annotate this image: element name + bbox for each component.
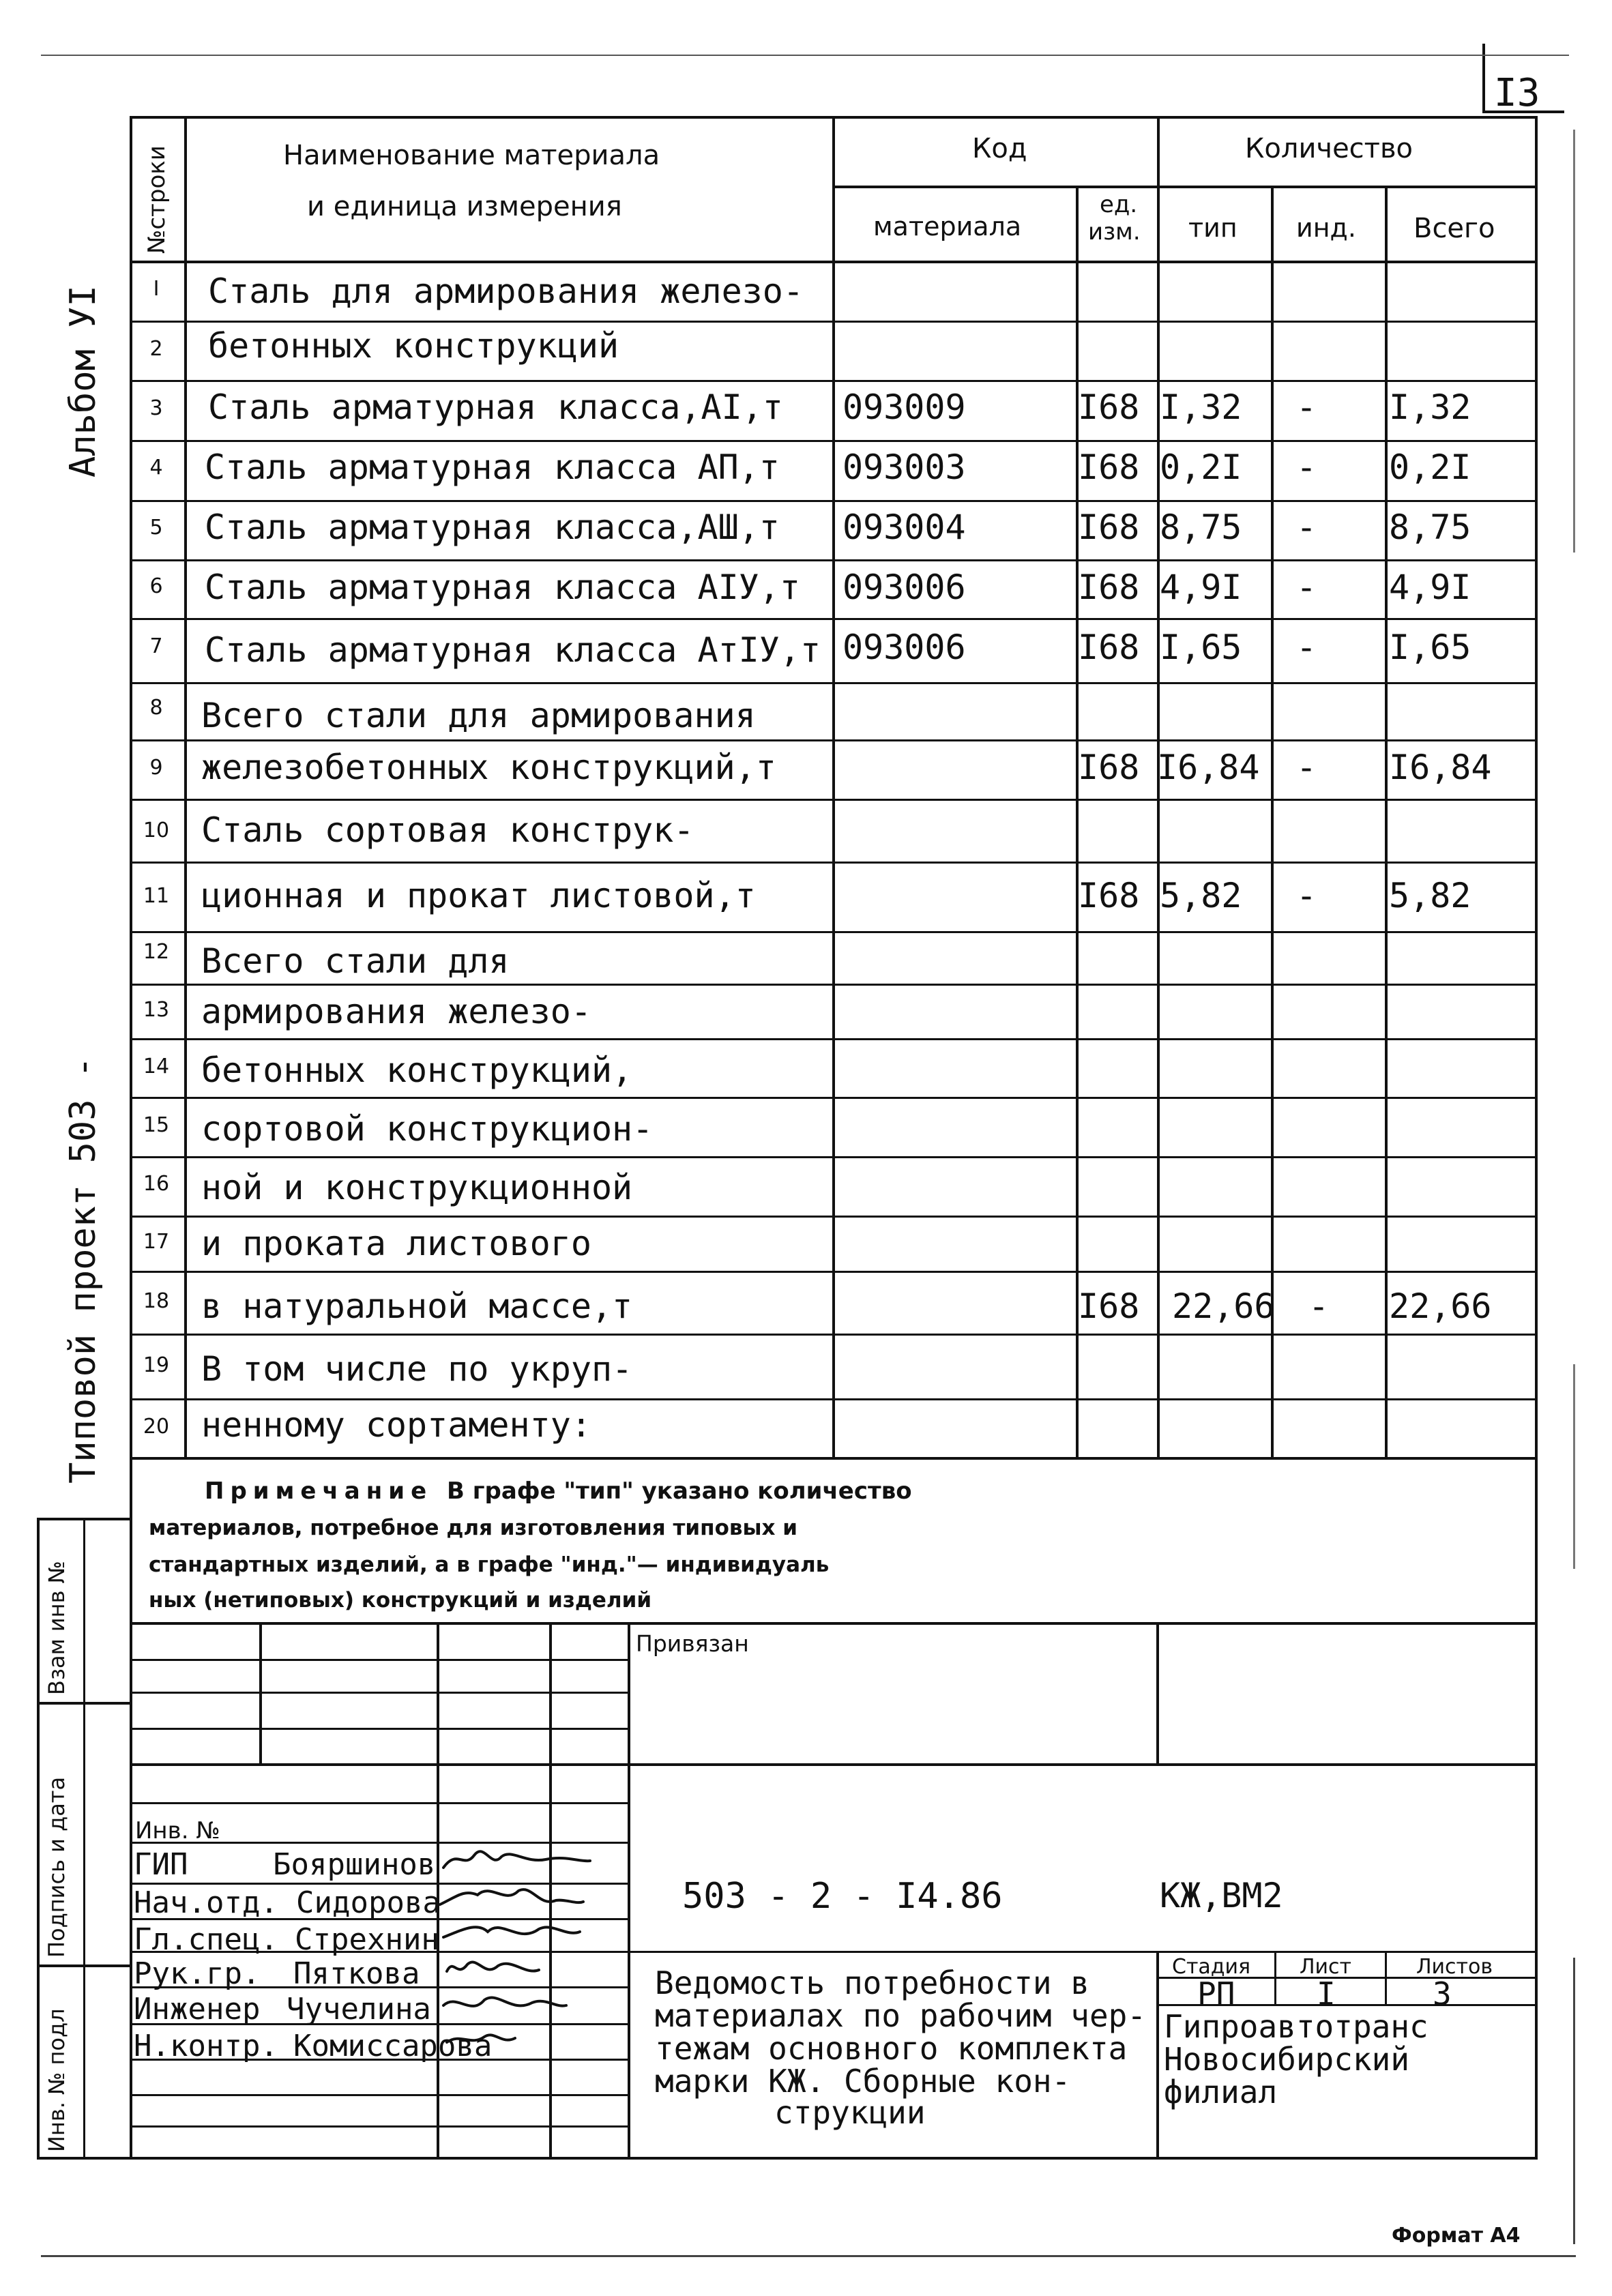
role-gip: ГИП [134, 1847, 188, 1882]
row-number: 18 [143, 1289, 170, 1313]
row-number: 20 [143, 1415, 170, 1439]
material-name: бетонных конструкций [208, 326, 619, 366]
quantity-header: Количество [1245, 133, 1413, 164]
org-line-3: филиал [1164, 2074, 1278, 2110]
material-name: Сталь сортовая конструк- [201, 810, 694, 850]
document-mark: КЖ,ВМ2 [1160, 1876, 1283, 1915]
qty-ind: - [1296, 387, 1317, 427]
name-header-line1: Наименование материала [283, 140, 660, 171]
material-name: Сталь для армирования железо- [208, 271, 804, 311]
code-header: Код [972, 133, 1027, 164]
unit-code: I68 [1078, 628, 1140, 667]
row-number: 19 [143, 1353, 170, 1377]
sheets-value: 3 [1433, 1975, 1452, 2012]
name-n-kontr: Комиссарова [293, 2029, 493, 2063]
typ-header: тип [1188, 213, 1237, 243]
material-name: Сталь арматурная класса,АШ,т [205, 507, 780, 547]
qty-typ: 4,9I [1160, 568, 1242, 607]
material-name: Сталь арматурная класса,АI,т [208, 387, 783, 427]
note-line-3: стандартных изделий, а в графе "инд."— индивидуаль [149, 1552, 830, 1577]
qty-typ: 8,75 [1160, 507, 1242, 547]
material-code-header: материала [873, 211, 1022, 241]
unit-code: I68 [1078, 387, 1140, 427]
qty-typ: I6,84 [1157, 748, 1260, 787]
material-name: Всего стали для армирования [201, 696, 756, 735]
total-header: Всего [1413, 213, 1495, 244]
qty-typ: 0,2I [1160, 447, 1242, 487]
name-inzhener: Чучелина [287, 1992, 431, 2027]
material-name: в натуральной массе,т [201, 1286, 633, 1326]
role-inzhener: Инженер [134, 1992, 261, 2027]
qty-ind: - [1296, 507, 1317, 547]
material-name: ционная и прокат листовой,т [201, 876, 756, 915]
format-label: Формат А4 [1392, 2224, 1521, 2248]
qty-ind: - [1296, 628, 1317, 667]
row-number: I [153, 277, 160, 301]
qty-ind: - [1296, 748, 1317, 787]
row-number: 3 [149, 396, 163, 420]
doc-title-line-3: тежам основного комплекта [655, 2030, 1128, 2067]
row-number: 8 [149, 696, 163, 720]
sheet-number: I3 [1494, 71, 1540, 115]
role-gl-spec: Гл.спец. [134, 1922, 278, 1957]
role-n-kontr: Н.контр. [134, 2029, 278, 2063]
unit-code: I68 [1078, 876, 1140, 915]
org-line-1: Гипроавтотранс [1164, 2008, 1428, 2045]
inv-podl-label: Инв. № подл [44, 2008, 70, 2152]
qty-total: 0,2I [1389, 447, 1471, 487]
material-name: сортовой конструкцион- [201, 1109, 654, 1149]
qty-typ: I,32 [1160, 387, 1242, 427]
qty-ind: - [1308, 1286, 1330, 1326]
row-number: 7 [149, 634, 163, 658]
stage-label: Стадия [1172, 1955, 1251, 1979]
doc-title-line-4: марки КЖ. Сборные кон- [655, 2063, 1071, 2100]
vzam-inv-label: Взам инв № [44, 1561, 70, 1695]
material-name: ненному сортаменту: [201, 1405, 591, 1445]
row-number: 10 [143, 819, 170, 842]
sheet-label: Лист [1300, 1955, 1352, 1979]
podpis-data-label: Подпись и дата [44, 1776, 70, 1958]
material-name: железобетонных конструкций,т [201, 748, 776, 787]
role-nach-otd: Нач.отд. [134, 1885, 278, 1920]
material-name: Сталь арматурная класса АП,т [205, 447, 780, 487]
sheets-label: Листов [1416, 1955, 1493, 1979]
row-number: 16 [143, 1172, 170, 1196]
material-name: бетонных конструкций, [201, 1050, 633, 1090]
note-heading: Примечание [205, 1477, 433, 1505]
row-number: 12 [143, 940, 170, 964]
material-name: Сталь арматурная класса АIУ,т [205, 568, 800, 607]
unit-code: I68 [1078, 748, 1140, 787]
qty-total: 5,82 [1389, 876, 1471, 915]
qty-total: 8,75 [1389, 507, 1471, 547]
row-number-header: №строки [143, 145, 171, 254]
unit-code: I68 [1078, 568, 1140, 607]
material-name: армирования железо- [201, 992, 591, 1031]
note-line-2: материалов, потребное для изготовления типовых и [149, 1516, 798, 1540]
unit-header-line1: ед. [1100, 191, 1138, 218]
qty-ind: - [1296, 876, 1317, 915]
unit-code: I68 [1078, 507, 1140, 547]
org-line-2: Новосибирский [1164, 2041, 1410, 2078]
row-number: 13 [143, 998, 170, 1022]
doc-title-line-5: струкции [774, 2094, 926, 2131]
material-code: 093004 [842, 507, 966, 547]
name-nach-otd: Сидорова [296, 1885, 441, 1920]
material-code: 093009 [842, 387, 966, 427]
row-number: 5 [149, 516, 163, 540]
material-name: Сталь арматурная класса АтIУ,т [205, 630, 821, 670]
unit-code: I68 [1078, 1286, 1140, 1326]
row-number: 9 [149, 756, 163, 780]
sheet-value: I [1317, 1975, 1336, 2012]
row-number: 11 [143, 884, 170, 908]
project-label: Типовой проект 503 - [63, 1056, 104, 1484]
row-number: 17 [143, 1230, 170, 1254]
stage-value: РП [1197, 1975, 1235, 2012]
name-gip: Бояршинов [273, 1847, 436, 1882]
row-number: 6 [149, 574, 163, 598]
qty-total: I,32 [1389, 387, 1471, 427]
unit-code: I68 [1078, 447, 1140, 487]
qty-total: I6,84 [1389, 748, 1492, 787]
album-label: Альбом УI [63, 285, 104, 477]
role-ruk-gr: Рук.гр. [134, 1956, 261, 1991]
name-ruk-gr: Пяткова [293, 1956, 420, 1991]
material-code: 093003 [842, 447, 966, 487]
qty-ind: - [1296, 568, 1317, 607]
qty-total: 4,9I [1389, 568, 1471, 607]
qty-total: 22,66 [1389, 1286, 1492, 1326]
qty-typ: 22,66 [1172, 1286, 1275, 1326]
ind-header: инд. [1296, 213, 1356, 243]
note-line-4: ных (нетиповых) конструкций и изделий [149, 1588, 652, 1613]
name-header-line2: и единица измерения [307, 191, 622, 222]
row-number: 14 [143, 1055, 170, 1078]
qty-typ: I,65 [1160, 628, 1242, 667]
doc-title-line-1: Ведомость потребности в [655, 1964, 1089, 2001]
doc-title-line-2: материалах по рабочим чер- [655, 1997, 1147, 2034]
signature-marks [437, 1842, 600, 2101]
name-gl-spec: Стрехнин [295, 1922, 439, 1957]
qty-typ: 5,82 [1160, 876, 1242, 915]
document-code: 503 - 2 - I4.86 [682, 1876, 1003, 1917]
row-number: 4 [149, 456, 163, 480]
material-code: 093006 [842, 568, 966, 607]
qty-ind: - [1296, 447, 1317, 487]
row-number: 15 [143, 1113, 170, 1137]
unit-header-line2: изм. [1088, 218, 1141, 246]
inv-no-label: Инв. № [135, 1817, 220, 1844]
note-line-1: В графе "тип" указано количество [447, 1477, 912, 1505]
row-number: 2 [149, 337, 163, 361]
material-code: 093006 [842, 628, 966, 667]
material-name: В том числе по укруп- [201, 1349, 633, 1389]
material-name: Всего стали для [201, 941, 510, 981]
material-name: и проката листового [201, 1224, 591, 1263]
material-name: ной и конструкционной [201, 1168, 633, 1207]
qty-total: I,65 [1389, 628, 1471, 667]
privyazan-label: Привязан [636, 1630, 749, 1657]
